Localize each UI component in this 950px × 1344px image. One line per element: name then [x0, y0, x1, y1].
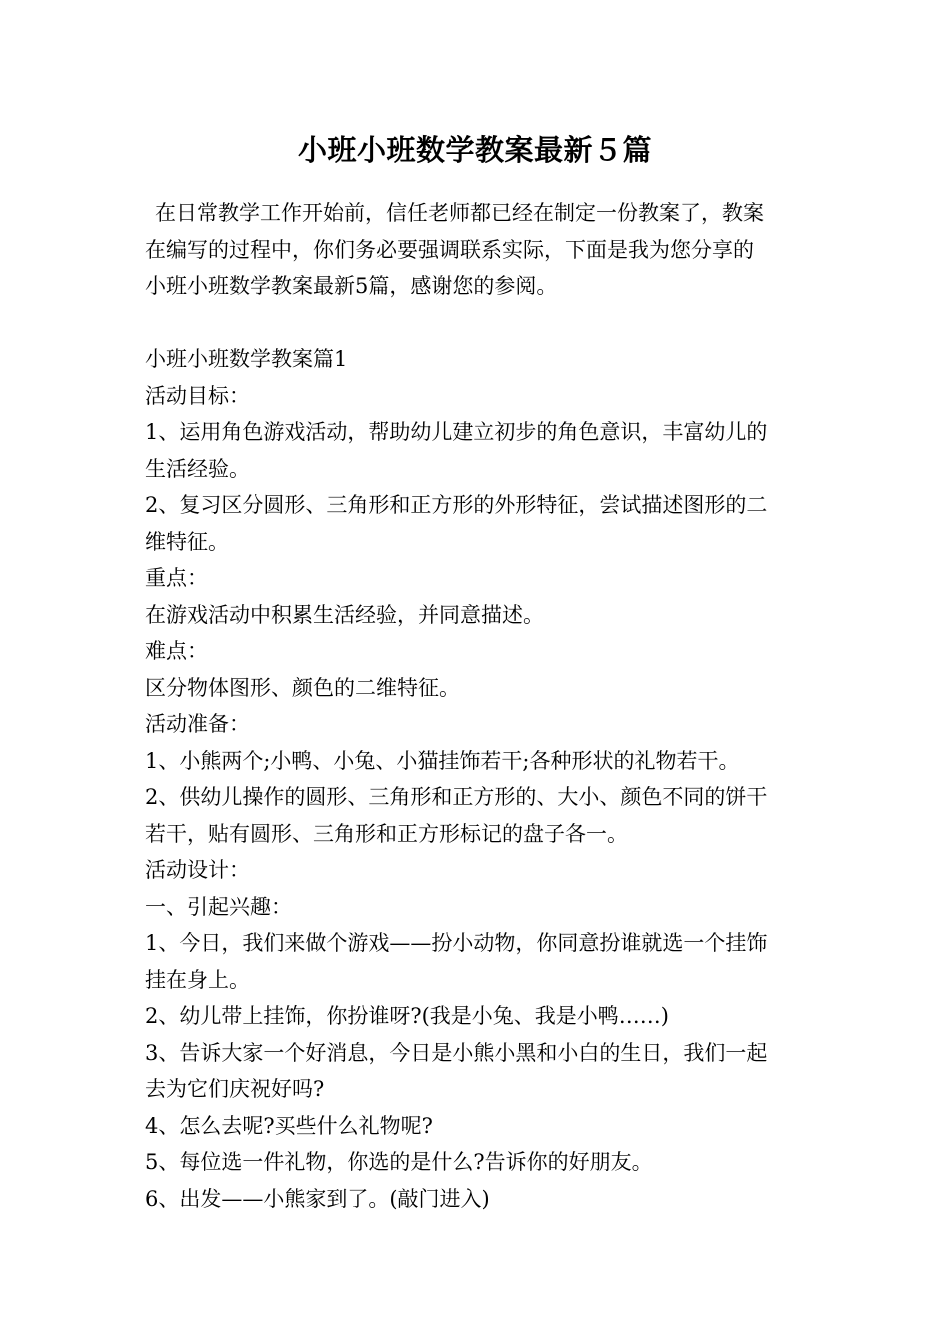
- subheading-preparation: 活动准备：: [145, 712, 250, 736]
- body-line: 若干，贴有圆形、三角形和正方形标记的盘子各一。: [145, 821, 628, 846]
- body-line: 挂在身上。: [145, 967, 250, 992]
- subheading-goals: 活动目标：: [145, 383, 250, 408]
- section-heading: 小班小班数学教案篇1: [145, 347, 348, 371]
- subheading-design: 活动设计：: [145, 858, 250, 882]
- intro-line: 小班小班数学教案最新5篇，感谢您的参阅。: [145, 274, 558, 298]
- body-line: 区分物体图形、颜色的二维特征。: [145, 675, 460, 700]
- body-line: 5、每位选一件礼物，你选的是什么?告诉你的好朋友。: [145, 1150, 653, 1174]
- body-line: 维特征。: [145, 529, 229, 554]
- body-line: 1、今日，我们来做个游戏——扮小动物，你同意扮谁就选一个挂饰: [145, 931, 768, 955]
- body-line: 去为它们庆祝好吗?: [145, 1077, 325, 1101]
- subheading-difficulties: 难点：: [145, 639, 208, 663]
- body-line: 2、复习区分圆形、三角形和正方形的外形特征，尝试描述图形的二: [145, 493, 768, 517]
- subheading-key-points: 重点：: [145, 566, 208, 590]
- body-line: 1、小熊两个;小鸭、小兔、小猫挂饰若干;各种形状的礼物若干。: [145, 748, 740, 773]
- body-line: 2、供幼儿操作的圆形、三角形和正方形的、大小、颜色不同的饼干: [145, 785, 768, 809]
- body-line: 在游戏活动中积累生活经验，并同意描述。: [145, 602, 544, 627]
- intro-paragraph: [145, 195, 810, 305]
- intro-line: 在编写的过程中，你们务必要强调联系实际，下面是我为您分享的: [145, 237, 754, 262]
- body-line: 6、出发——小熊家到了。(敲门进入): [145, 1186, 490, 1211]
- body-line: 4、怎么去呢?买些什么礼物呢?: [145, 1113, 433, 1138]
- body-line: 一、引起兴趣：: [145, 894, 292, 919]
- document-title: 小班小班数学教案最新５篇: [297, 133, 652, 167]
- intro-line: 在日常教学工作开始前，信任老师都已经在制定一份教案了，教案: [155, 201, 764, 225]
- body-line: 3、告诉大家一个好消息，今日是小熊小黑和小白的生日，我们一起: [145, 1040, 768, 1065]
- body-text: [145, 341, 810, 1217]
- body-line: 生活经验。: [145, 456, 250, 481]
- body-line: 2、幼儿带上挂饰，你扮谁呀?(我是小兔、我是小鸭……): [145, 1004, 670, 1028]
- body-line: 1、运用角色游戏活动，帮助幼儿建立初步的角色意识，丰富幼儿的: [145, 420, 768, 444]
